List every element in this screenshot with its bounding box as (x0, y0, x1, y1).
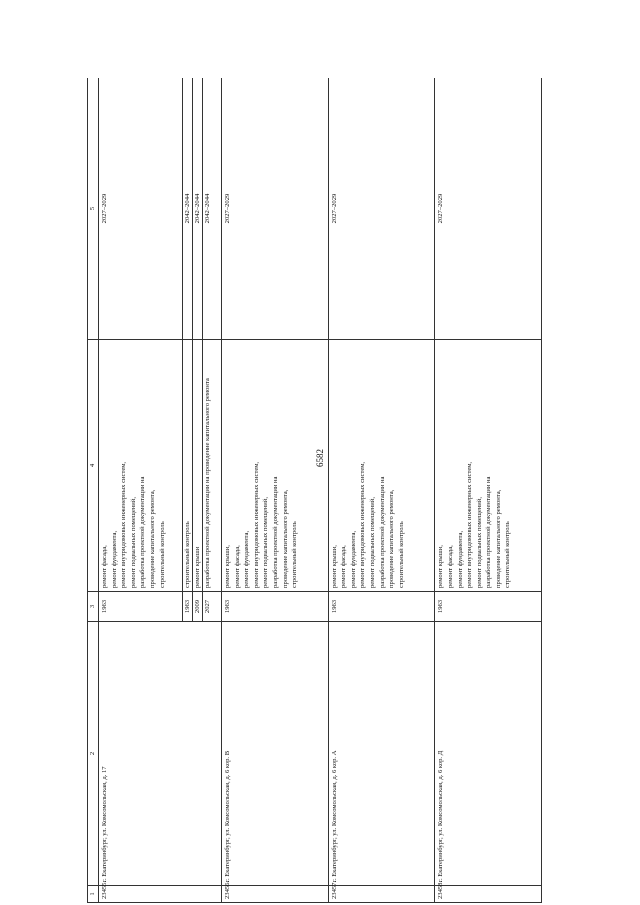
work-item: строительный контроль (158, 521, 166, 588)
header-col-2: 2 (88, 622, 99, 886)
year-cell: 1963 (435, 592, 542, 622)
work-item: разработка проектной документации на (271, 476, 279, 588)
address-cell: г. Екатеринбург, ул. Комсомольская, д. 6 кор. Д (435, 622, 542, 886)
work-item: ремонт крыши, (224, 545, 231, 588)
header-col-1: 1 (88, 886, 99, 903)
work-item: проведение капитального ремонта, (388, 489, 396, 588)
row-number: 23455. (99, 886, 222, 903)
header-col-5: 5 (88, 78, 99, 340)
works-cell: разработка проектной документации на проведение капитального ремонта (203, 340, 222, 592)
work-item: ремонт подвальных помещений, (475, 497, 483, 588)
work-item: ремонт фундамента, (243, 530, 251, 588)
row-number: 23456. (222, 886, 329, 903)
row-number: 23458. (435, 886, 542, 903)
year-cell: 1963 (183, 592, 193, 622)
work-item: ремонт фасада, (446, 545, 454, 588)
work-item: строительный контроль (504, 521, 512, 588)
table-row (222, 78, 329, 903)
works-cell (222, 340, 329, 592)
work-item: ремонт фасада, (233, 545, 241, 588)
table-row (435, 78, 542, 903)
address-cell: г. Екатеринбург, ул. Комсомольская, д. 6 кор. А (328, 622, 435, 886)
work-item: проведение капитального ремонта, (148, 489, 156, 588)
work-item: ремонт внутридомовых инженерных систем, (466, 461, 474, 588)
period-cell: 2042–2044 (183, 78, 193, 340)
work-item: ремонт фасада, (101, 545, 108, 588)
work-item: строительный контроль (397, 521, 405, 588)
repair-schedule-table (87, 78, 542, 903)
work-item: ремонт подвальных помещений, (129, 497, 137, 588)
work-item: ремонт внутридомовых инженерных систем, (120, 461, 128, 588)
table-row (99, 78, 183, 903)
header-col-4: 4 (88, 340, 99, 592)
work-item: ремонт фасада, (340, 545, 348, 588)
year-cell: 1963 (328, 592, 435, 622)
work-item: строительный контроль (291, 521, 299, 588)
header-row (88, 78, 99, 903)
work-item: ремонт внутридомовых инженерных систем, (359, 461, 367, 588)
work-item: ремонт крыши, (437, 545, 445, 588)
works-cell: ремонт крыши (193, 340, 203, 592)
work-item: ремонт внутридомовых инженерных систем, (252, 461, 260, 588)
period-cell: 2027–2029 (435, 78, 542, 340)
year-cell: 2009 (193, 592, 203, 622)
work-item: разработка проектной документации на (378, 476, 386, 588)
work-item: проведение капитального ремонта, (494, 489, 502, 588)
header-col-3: 3 (88, 592, 99, 622)
row-number: 23457. (328, 886, 435, 903)
period-cell: 2027–2029 (328, 78, 435, 340)
works-cell: строительный контроль (183, 340, 193, 592)
year-cell: 1963 (99, 592, 183, 622)
works-cell (328, 340, 435, 592)
table-row (328, 78, 435, 903)
period-cell: 2027–2029 (99, 78, 183, 340)
period-cell: 2042–2044 (203, 78, 222, 340)
work-item: ремонт фундамента, (456, 530, 464, 588)
work-item: ремонт крыши, (330, 545, 338, 588)
page-number: 6582 (315, 449, 325, 467)
works-cell (435, 340, 542, 592)
year-cell: 1963 (222, 592, 329, 622)
address-cell: г. Екатеринбург, ул. Комсомольская, д. 17 (99, 622, 222, 886)
work-item: разработка проектной документации на (485, 476, 493, 588)
period-cell: 2027–2029 (222, 78, 329, 340)
period-cell: 2042–2044 (193, 78, 203, 340)
work-item: ремонт подвальных помещений, (262, 497, 270, 588)
work-item: ремонт фундамента, (349, 530, 357, 588)
works-cell (99, 340, 183, 592)
year-cell: 2027 (203, 592, 222, 622)
work-item: ремонт фундамента, (110, 530, 118, 588)
work-item: ремонт подвальных помещений, (369, 497, 377, 588)
work-item: разработка проектной документации на (139, 476, 147, 588)
table-container (87, 78, 542, 903)
work-item: проведение капитального ремонта, (281, 489, 289, 588)
address-cell: г. Екатеринбург, ул. Комсомольская, д. 6 кор. В (222, 622, 329, 886)
